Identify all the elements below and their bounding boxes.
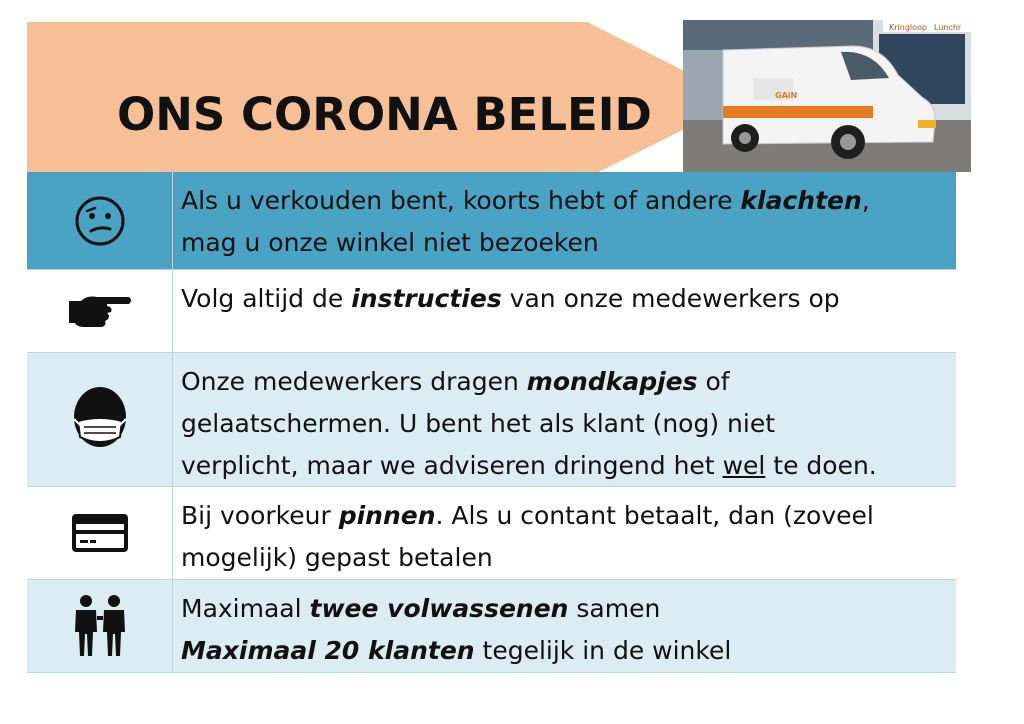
rule-text (173, 580, 956, 672)
rule-text-part: of (697, 367, 730, 396)
rule-text-part: Maximaal (181, 594, 310, 623)
confused-face-icon (74, 195, 126, 247)
rule-text-part: mogelijk) gepast betalen (181, 543, 493, 572)
rules-table (27, 172, 956, 673)
title-banner (27, 22, 742, 178)
pointing-hand-icon (67, 291, 133, 331)
rule-text (173, 487, 956, 579)
rule-text (173, 353, 956, 486)
rule-text-part: . Als u contant betaalt, dan (zoveel (435, 501, 874, 530)
rule-icon-cell (27, 487, 173, 579)
store-sign-text: Kringloop (889, 23, 927, 32)
rule-text-part: Als u verkouden bent, koorts hebt of andere (181, 186, 741, 215)
face-mask-icon (72, 385, 128, 455)
rule-icon-cell (27, 172, 173, 269)
van-logo-text: GAiN (775, 91, 798, 100)
rule-text-part: Bij voorkeur (181, 501, 339, 530)
rule-text (173, 172, 956, 269)
rule-row-masks (27, 353, 956, 487)
rule-icon-cell (27, 580, 173, 672)
rule-text-part: tegelijk in de winkel (474, 636, 732, 665)
rule-emphasis: klachten (740, 186, 862, 215)
rule-text-part: samen (568, 594, 661, 623)
rule-text (173, 270, 956, 352)
two-people-icon (71, 594, 129, 658)
rule-emphasis: Maximaal 20 klanten (181, 636, 475, 665)
rule-emphasis: pinnen (338, 501, 436, 530)
rule-icon-cell (27, 270, 173, 352)
rule-text-part: te doen. (765, 451, 877, 480)
rule-text-part: Onze medewerkers dragen (181, 367, 527, 396)
credit-card-icon (70, 512, 130, 554)
rule-row-payment (27, 487, 956, 580)
van-photo (683, 20, 971, 172)
rule-underlined-word: wel (722, 451, 766, 480)
page-title: ONS CORONA BELEID (117, 88, 652, 141)
rule-text-part: Volg altijd de (181, 284, 352, 313)
store-sign-text-2: Lunchr (934, 23, 962, 32)
rule-icon-cell (27, 353, 173, 486)
rule-emphasis: mondkapjes (526, 367, 698, 396)
rule-text-part: gelaatschermen. U bent het als klant (nog) niet (181, 409, 776, 438)
rule-emphasis: instructies (351, 284, 502, 313)
rule-row-symptoms (27, 172, 956, 270)
rule-text-part: van onze medewerkers op (501, 284, 840, 313)
rule-row-instructions (27, 270, 956, 353)
rule-text-part: , (861, 186, 870, 215)
rule-text-part: mag u onze winkel niet bezoeken (181, 228, 599, 257)
rule-row-maximum (27, 580, 956, 673)
rule-text-part: verplicht, maar we adviseren dringend het (181, 451, 723, 480)
rule-emphasis: twee volwassenen (309, 594, 569, 623)
